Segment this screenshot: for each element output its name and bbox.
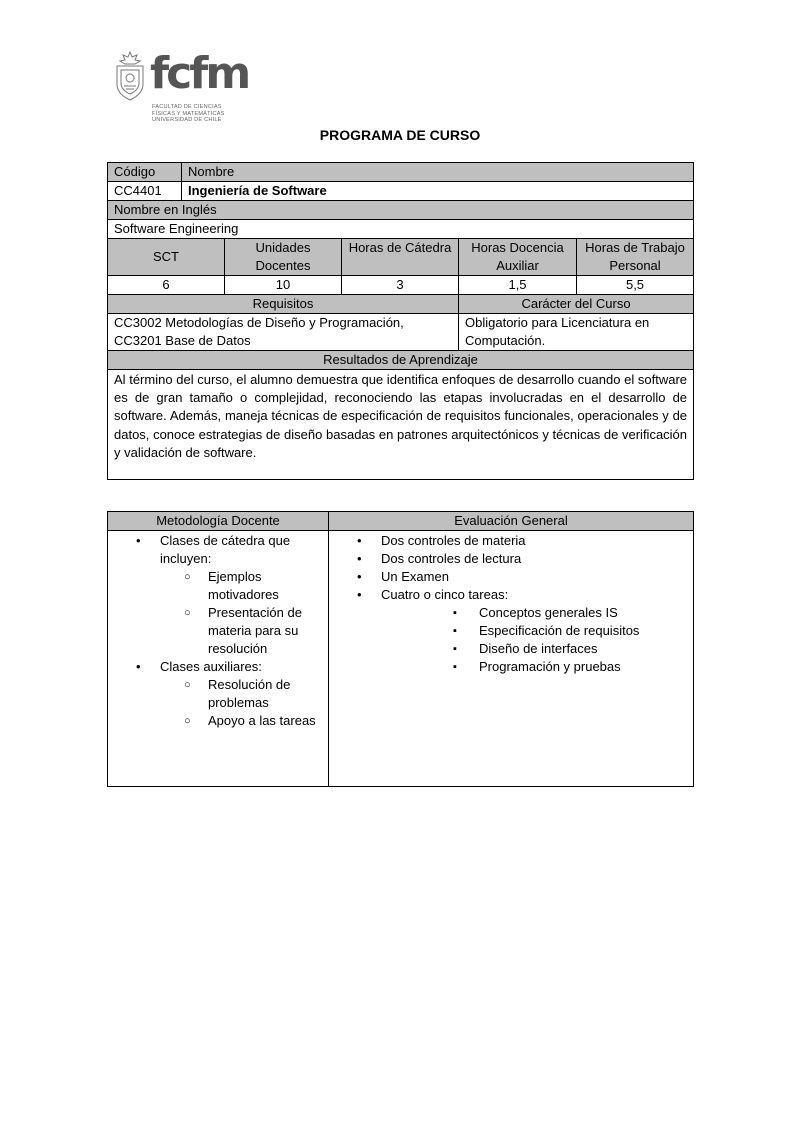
brand-subtitle — [152, 104, 244, 124]
units-value: 1,5 — [459, 276, 577, 295]
character-label: Carácter del Curso — [459, 295, 694, 314]
units-header: Unidades Docentes — [225, 239, 342, 276]
table-row — [108, 370, 694, 480]
course-code: CC4401 — [108, 182, 182, 201]
english-name: Software Engineering — [108, 220, 694, 239]
list-item: ○ Apoyo a las tareas — [108, 712, 328, 730]
methodology-item: Clases auxiliares: — [160, 659, 262, 674]
brand-subtitle-line: UNIVERSIDAD DE CHILE — [152, 117, 222, 124]
table-row — [108, 276, 694, 295]
table-row — [108, 239, 694, 276]
table-row — [108, 201, 694, 220]
units-value: 5,5 — [577, 276, 694, 295]
units-header: Horas de Cátedra — [342, 239, 459, 276]
learning-outcomes: Al término del curso, el alumno demuestra que identifica enfoques de desarrollo cuando el software es de gran tamaño o complejidad, reconociendo las etapas involucradas en el desarrollo de software. Además, maneja técnicas de especificación de requisitos funcionales, operacionales y de datos, conoce estrategias de diseño basadas en patrones arquitectónicos y técnicas de verificación y validación de software. — [108, 370, 694, 480]
units-value: 3 — [342, 276, 459, 295]
requirements-label: Requisitos — [108, 295, 459, 314]
course-name: Ingeniería de Software — [182, 182, 694, 201]
code-label: Código — [108, 163, 182, 182]
list-item: ○ Ejemplos motivadores — [108, 568, 328, 604]
outcomes-label: Resultados de Aprendizaje — [108, 351, 694, 370]
units-header: SCT — [108, 239, 225, 276]
list-item: • Dos controles de materia — [329, 532, 693, 550]
table-row — [108, 531, 694, 787]
table-row — [108, 220, 694, 239]
english-name-label: Nombre en Inglés — [108, 201, 694, 220]
requirement-item: CC3002 Metodologías de Diseño y Programación, — [114, 315, 404, 330]
units-value: 6 — [108, 276, 225, 295]
task-item: ▪ Conceptos generales IS — [329, 604, 693, 622]
table-row — [108, 314, 694, 351]
table-row — [108, 182, 694, 201]
faculty-logo — [112, 46, 249, 128]
brand-wordmark: fcfm — [150, 48, 249, 99]
list-item: • Cuatro o cinco tareas: — [329, 586, 693, 604]
units-header: Horas de Trabajo Personal — [577, 239, 694, 276]
evaluation-header: Evaluación General — [329, 512, 694, 531]
university-seal-icon — [112, 50, 148, 102]
brand-subtitle-line: FÍSICAS Y MATEMÁTICAS — [152, 110, 225, 117]
table-row — [108, 351, 694, 370]
brand-subtitle-line: FACULTAD DE CIENCIAS — [152, 104, 222, 110]
course-character: Obligatorio para Licenciatura en Computación. — [459, 314, 694, 351]
list-item: ○ Presentación de materia para su resolución — [108, 604, 328, 658]
table-row — [108, 163, 694, 182]
methodology-header: Metodología Docente — [108, 512, 329, 531]
table-row — [108, 295, 694, 314]
list-item — [108, 532, 328, 658]
list-item: • Un Examen — [329, 568, 693, 586]
requirements — [108, 314, 459, 351]
units-value: 10 — [225, 276, 342, 295]
list-item: ○ Resolución de problemas — [108, 676, 328, 712]
page-title: PROGRAMA DE CURSO — [319, 127, 481, 143]
requirement-item: CC3201 Base de Datos — [114, 333, 251, 348]
methodology-list — [108, 531, 329, 787]
evaluation-list — [329, 531, 694, 787]
units-header: Horas Docencia Auxiliar — [459, 239, 577, 276]
list-item: • Dos controles de lectura — [329, 550, 693, 568]
task-item: ▪ Programación y pruebas — [329, 658, 693, 676]
task-item: ▪ Diseño de interfaces — [329, 640, 693, 658]
name-label: Nombre — [182, 163, 694, 182]
methodology-evaluation-table — [107, 511, 694, 787]
list-item — [108, 658, 328, 730]
methodology-item: Clases de cátedra que incluyen: — [160, 533, 291, 566]
table-row — [108, 512, 694, 531]
task-item: ▪ Especificación de requisitos — [329, 622, 693, 640]
course-info-table — [107, 162, 694, 480]
